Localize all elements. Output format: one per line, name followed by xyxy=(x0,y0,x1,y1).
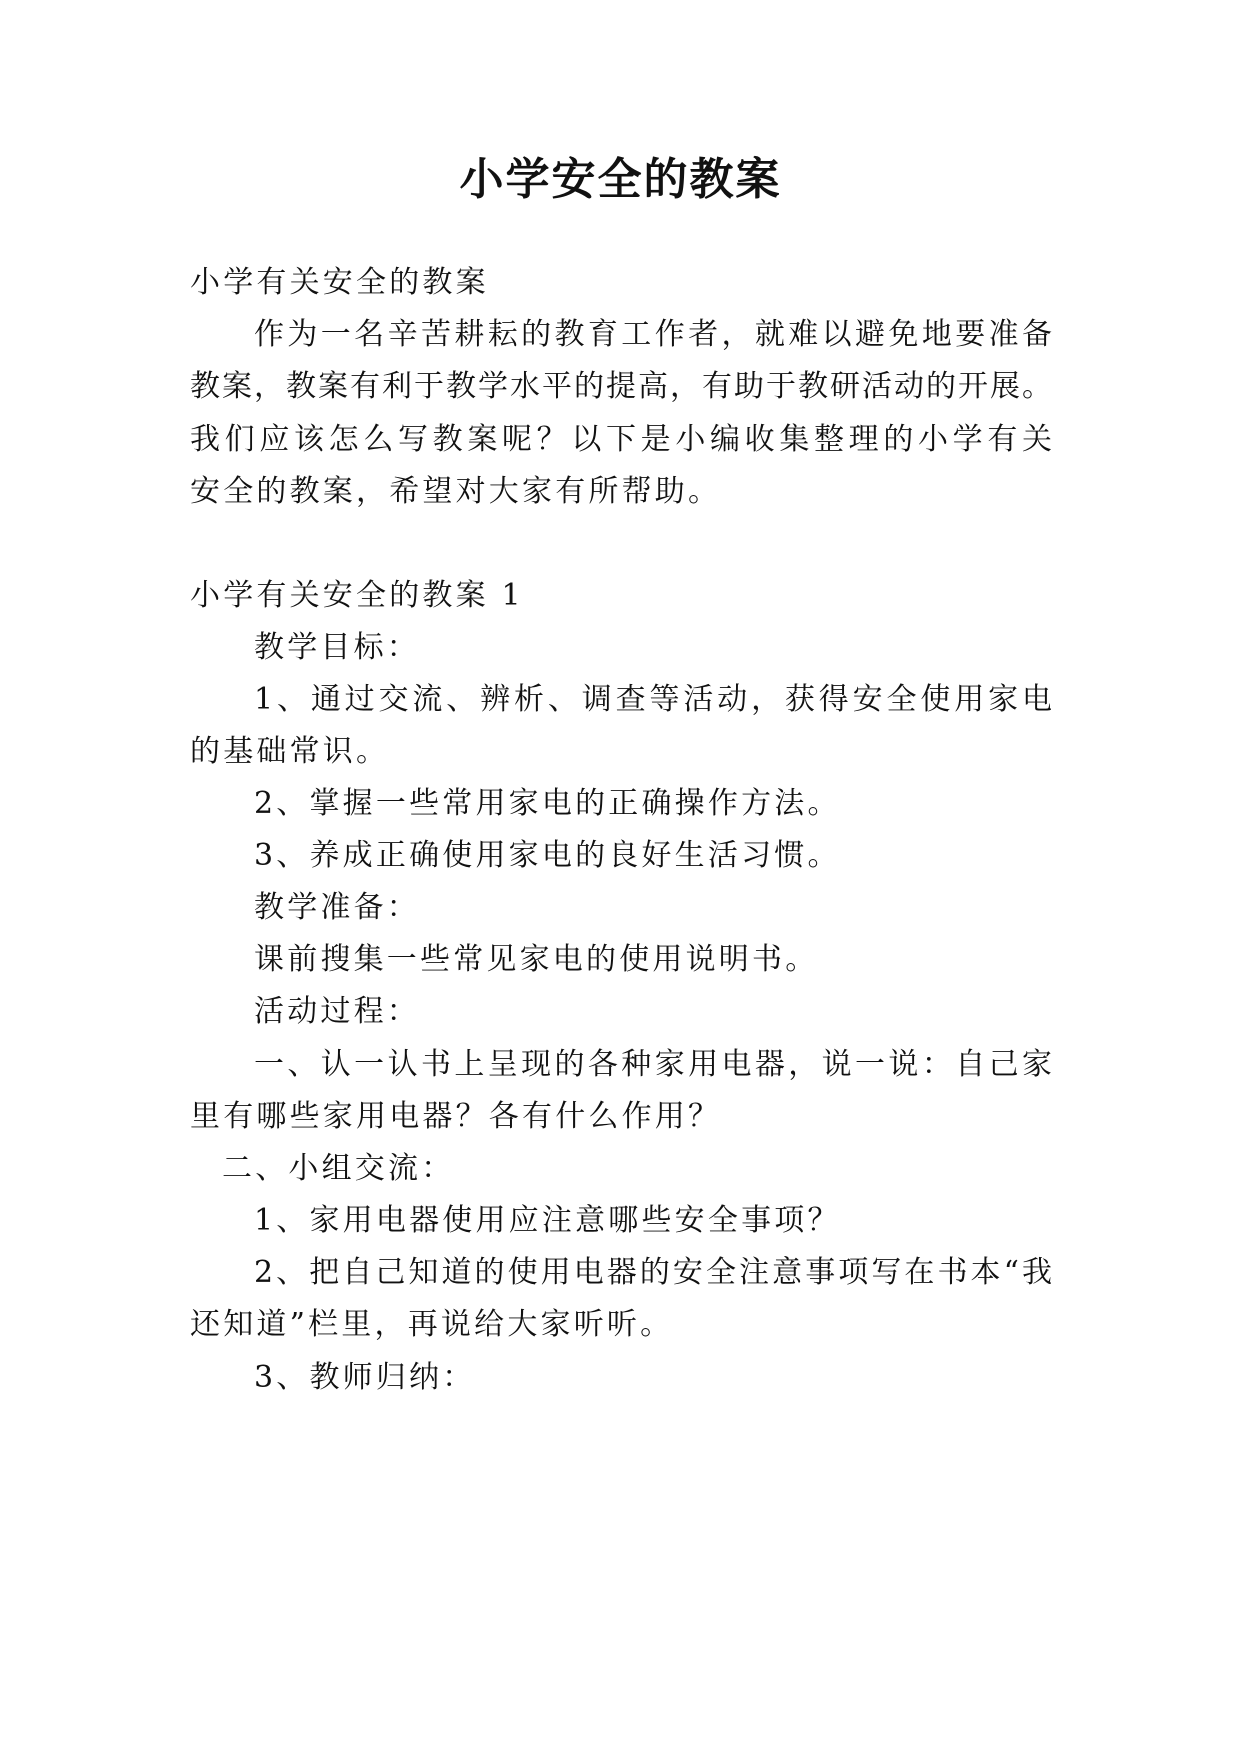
body-line: 1、家用电器使用应注意哪些安全事项？ xyxy=(254,1203,841,1238)
body-line: 一、认一认书上呈现的各种家用电器，说一说：自己家 xyxy=(254,1047,1052,1082)
body-line: 2、掌握一些常用家电的正确操作方法。 xyxy=(254,786,841,821)
body-line: 课前搜集一些常见家电的使用说明书。 xyxy=(254,942,819,977)
body-line: 还知道”栏里，再说给大家听听。 xyxy=(190,1307,674,1342)
body-line: 的基础常识。 xyxy=(190,734,390,769)
intro-line: 我们应该怎么写教案呢？以下是小编收集整理的小学有关 xyxy=(190,422,1052,457)
body-line: 教学准备： xyxy=(254,890,420,925)
intro-line: 安全的教案，希望对大家有所帮助。 xyxy=(190,474,722,509)
subtitle: 小学有关安全的教案 xyxy=(190,265,489,300)
body-line: 3、养成正确使用家电的良好生活习惯。 xyxy=(254,838,841,873)
body-line: 二、小组交流： xyxy=(222,1151,455,1186)
intro-line: 作为一名辛苦耕耘的教育工作者，就难以避免地要准备 xyxy=(254,317,1052,352)
body-line: 活动过程： xyxy=(254,994,420,1029)
body-line: 里有哪些家用电器？各有什么作用？ xyxy=(190,1099,722,1134)
body-line: 3、教师归纳： xyxy=(254,1360,476,1395)
intro-line: 教案，教案有利于教学水平的提高，有助于教研活动的开展。 xyxy=(190,369,1052,404)
body-line: 2、把自己知道的使用电器的安全注意事项写在书本“我 xyxy=(254,1255,1052,1290)
body-line: 教学目标： xyxy=(254,630,420,665)
body-line: 1、通过交流、辨析、调查等活动，获得安全使用家电 xyxy=(254,682,1052,717)
section-heading: 小学有关安全的教案 1 xyxy=(190,578,524,613)
document-title: 小学安全的教案 xyxy=(459,154,782,205)
